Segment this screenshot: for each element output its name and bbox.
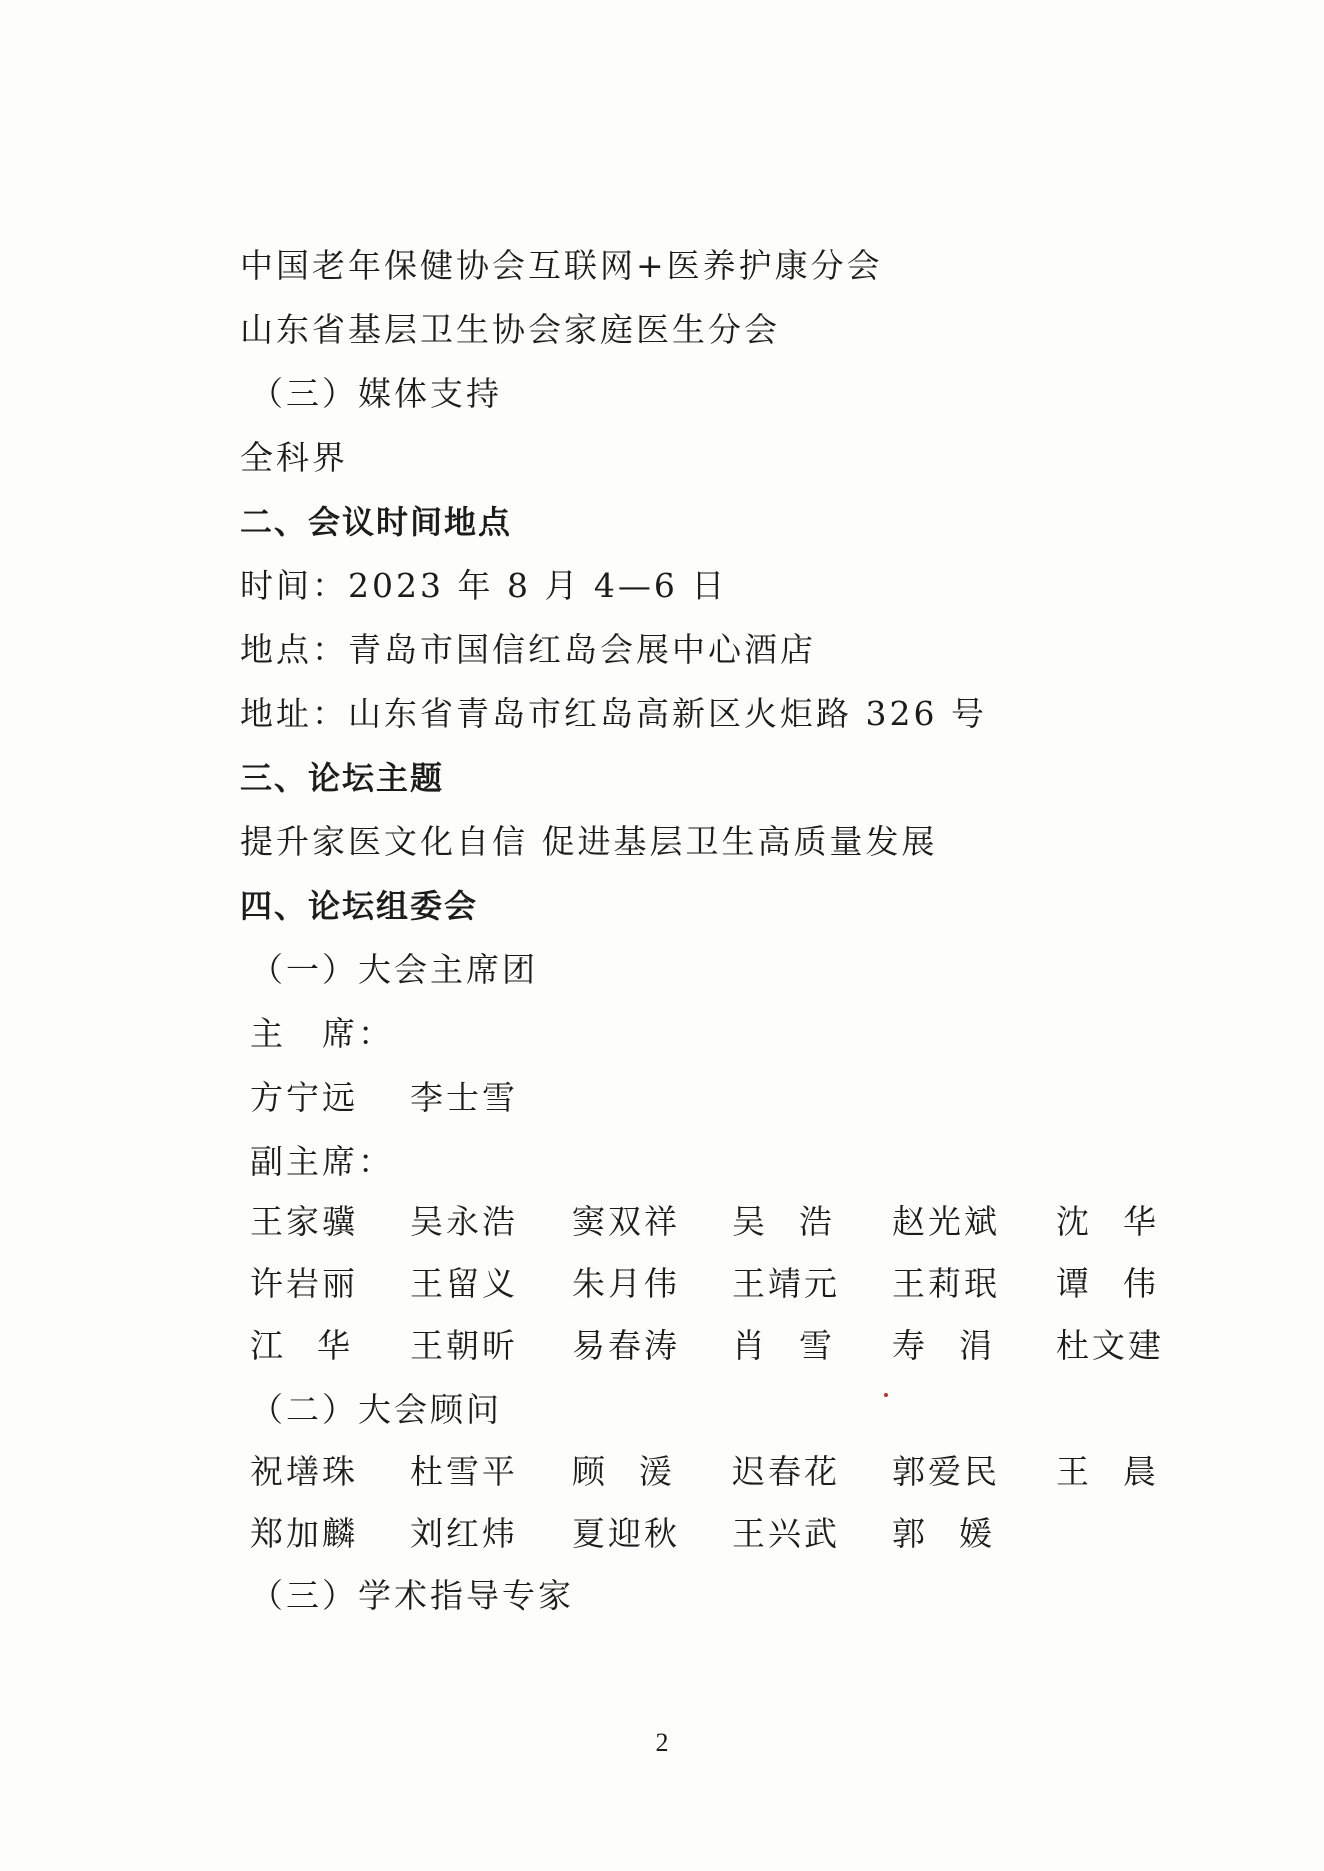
- chair-name: 李士雪: [410, 1078, 518, 1117]
- vice-chair-name: 寿涓: [892, 1326, 1026, 1365]
- vice-chairs-row-2: [250, 1264, 1210, 1304]
- advisor-name: 郑加麟: [250, 1514, 358, 1553]
- advisors-row-2: [250, 1514, 1210, 1554]
- advisor-name: 刘红炜: [410, 1514, 518, 1553]
- vice-chairs-row-1: [250, 1202, 1210, 1242]
- vice-chairs-row-3: [250, 1326, 1210, 1366]
- vice-chair-name: 王莉珉: [892, 1264, 1000, 1303]
- advisor-name: 祝墡珠: [250, 1452, 358, 1491]
- advisor-name: 郭媛: [892, 1514, 1026, 1553]
- vice-chair-name: 杜文建: [1056, 1326, 1164, 1365]
- advisor-name: 王兴武: [732, 1514, 840, 1553]
- vice-chair-name: 窦双祥: [572, 1202, 680, 1241]
- vice-chair-name: 许岩丽: [250, 1264, 358, 1303]
- vice-chair-name: 肖雪: [732, 1326, 866, 1365]
- advisor-name: 夏迎秋: [572, 1514, 680, 1553]
- heading-time-place: 二、会议时间地点: [240, 503, 513, 541]
- vice-chair-name: 易春涛: [572, 1326, 680, 1365]
- page-number: 2: [655, 1728, 669, 1757]
- advisor-name: 迟春花: [732, 1452, 840, 1491]
- vice-chair-name: 王靖元: [732, 1264, 840, 1303]
- vice-chair-name: 王家骥: [250, 1202, 358, 1241]
- red-ink-mark: [884, 1393, 888, 1397]
- meeting-place: 地点：青岛市国信红岛会展中心酒店: [240, 630, 816, 669]
- heading-organizing-committee: 四、论坛组委会: [240, 887, 479, 925]
- section-academic-experts: （三）学术指导专家: [250, 1576, 574, 1615]
- advisor-name: 郭爱民: [892, 1452, 1000, 1491]
- heading-forum-theme: 三、论坛主题: [240, 759, 445, 797]
- vice-chair-label: 副主席：: [250, 1142, 394, 1181]
- advisor-name: 王晨: [1056, 1452, 1190, 1491]
- organizer-line-1: 中国老年保健协会互联网+医养护康分会: [240, 246, 883, 285]
- section-presidium: （一）大会主席团: [250, 950, 538, 989]
- advisor-name: 顾湲: [572, 1452, 706, 1491]
- vice-chair-name: 王朝昕: [410, 1326, 518, 1365]
- organizer-line-2: 山东省基层卫生协会家庭医生分会: [240, 310, 780, 349]
- chair-name: 方宁远: [250, 1078, 358, 1117]
- advisor-name: 杜雪平: [410, 1452, 518, 1491]
- forum-theme: 提升家医文化自信 促进基层卫生高质量发展: [240, 822, 938, 861]
- chair-label: 主 席：: [250, 1014, 394, 1053]
- vice-chair-name: 谭伟: [1056, 1264, 1190, 1303]
- media-name: 全科界: [240, 438, 348, 477]
- vice-chair-name: 吴浩: [732, 1202, 866, 1241]
- vice-chair-name: 朱月伟: [572, 1264, 680, 1303]
- chairs-row: [250, 1078, 1210, 1118]
- vice-chair-name: 吴永浩: [410, 1202, 518, 1241]
- advisors-row-1: [250, 1452, 1210, 1492]
- meeting-address: 地址：山东省青岛市红岛高新区火炬路 326 号: [240, 694, 987, 733]
- vice-chair-name: 沈华: [1056, 1202, 1190, 1241]
- vice-chair-name: 赵光斌: [892, 1202, 1000, 1241]
- vice-chair-name: 江华: [250, 1326, 384, 1365]
- meeting-time: 时间：2023 年 8 月 4—6 日: [240, 566, 728, 605]
- vice-chair-name: 王留义: [410, 1264, 518, 1303]
- section-media-support: （三）媒体支持: [250, 374, 502, 413]
- section-advisors: （二）大会顾问: [250, 1390, 502, 1429]
